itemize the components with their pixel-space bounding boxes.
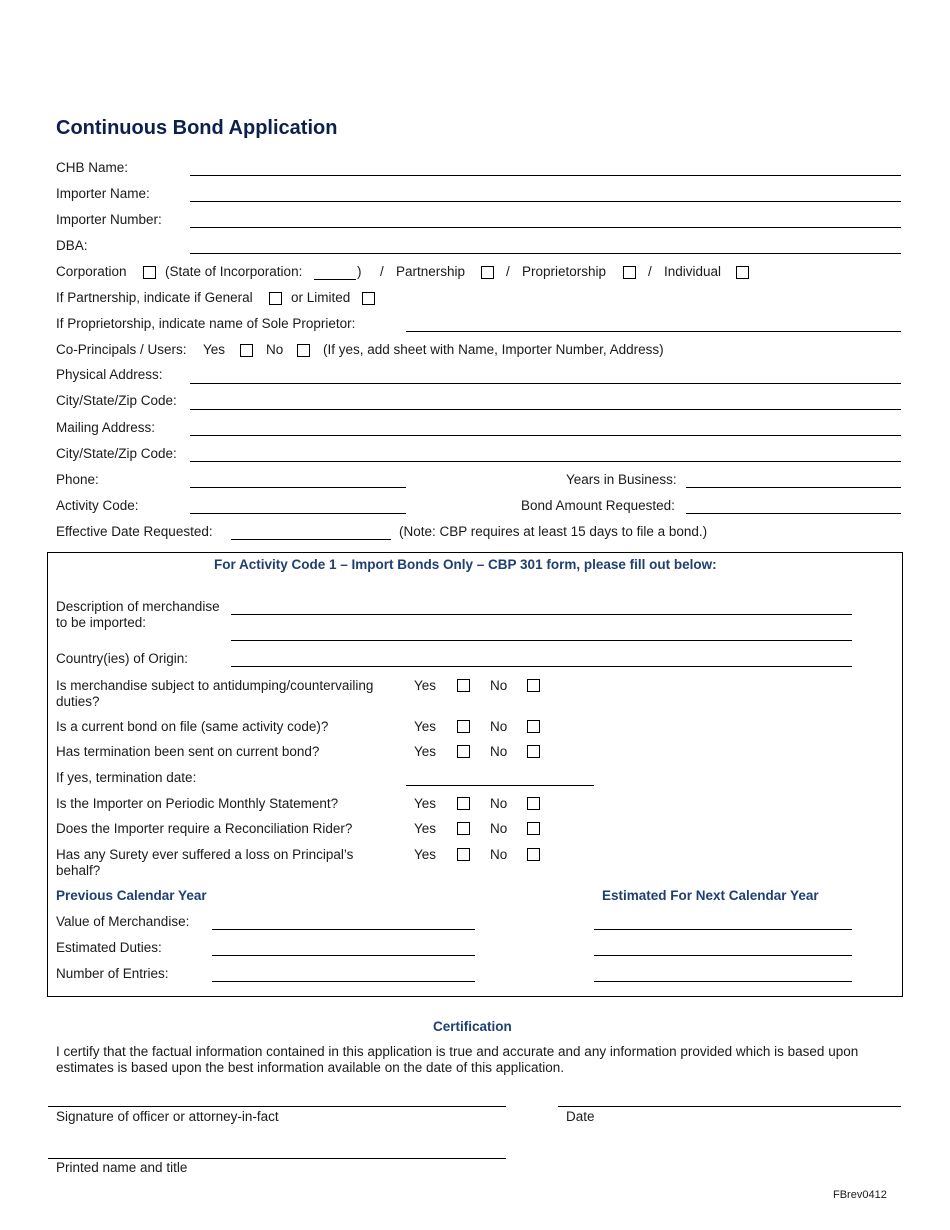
yes-label: Yes (414, 719, 437, 734)
termination-date-label: If yes, termination date: (56, 770, 197, 785)
chb-name-field[interactable] (190, 175, 901, 176)
years-in-business-field[interactable] (686, 487, 901, 488)
co-principals-yes-checkbox[interactable] (240, 344, 253, 357)
city-state-zip-label: City/State/Zip Code: (56, 446, 177, 461)
importer-number-label: Importer Number: (56, 212, 162, 227)
physical-address-label: Physical Address: (56, 367, 163, 382)
description-label-2: to be imported: (56, 615, 147, 630)
yes-label: Yes (414, 847, 437, 862)
general-checkbox[interactable] (269, 292, 282, 305)
date-label: Date (566, 1109, 595, 1124)
no-label: No (490, 847, 508, 862)
partnership-general-label: If Partnership, indicate if General (56, 290, 253, 305)
effective-date-note: (Note: CBP requires at least 15 days to file a bond.) (399, 524, 708, 539)
co-principals-label: Co-Principals / Users: (56, 342, 187, 357)
printed-name-field[interactable] (48, 1158, 506, 1159)
yes-label: Yes (414, 821, 437, 836)
no-label: No (490, 744, 508, 759)
periodic-statement-question: Is the Importer on Periodic Monthly Statement? (56, 796, 339, 811)
reconciliation-no-checkbox[interactable] (527, 822, 540, 835)
phone-field[interactable] (190, 487, 406, 488)
surety-yes-checkbox[interactable] (457, 848, 470, 861)
close-paren: ) (357, 264, 362, 279)
yes-label: Yes (414, 678, 437, 693)
partnership-checkbox[interactable] (481, 266, 494, 279)
termination-question: Has termination been sent on current bond? (56, 744, 320, 759)
signature-field[interactable] (48, 1106, 506, 1107)
co-principals-no-checkbox[interactable] (297, 344, 310, 357)
limited-checkbox[interactable] (362, 292, 375, 305)
physical-city-state-zip-field[interactable] (190, 409, 901, 410)
bond-amount-label: Bond Amount Requested: (521, 498, 675, 513)
antidumping-no-checkbox[interactable] (527, 679, 540, 692)
import-bonds-heading: For Activity Code 1 – Import Bonds Only – CBP 301 form, please fill out below: (214, 557, 717, 572)
reconciliation-question: Does the Importer require a Reconciliation Rider? (56, 821, 353, 836)
phone-label: Phone: (56, 472, 99, 487)
no-label: No (490, 796, 508, 811)
termination-yes-checkbox[interactable] (457, 745, 470, 758)
form-code: FBrev0412 (833, 1189, 887, 1201)
country-of-origin-label: Country(ies) of Origin: (56, 651, 189, 666)
sole-proprietor-label: If Proprietorship, indicate name of Sole Proprietor: (56, 316, 356, 331)
mailing-city-state-zip-field[interactable] (190, 461, 901, 462)
value-merchandise-next-field[interactable] (594, 929, 852, 930)
chb-name-label: CHB Name: (56, 160, 129, 175)
number-entries-label: Number of Entries: (56, 966, 169, 981)
or-limited-label: or Limited (291, 290, 351, 305)
no-label: No (490, 678, 508, 693)
city-state-zip-label: City/State/Zip Code: (56, 393, 177, 408)
country-of-origin-field[interactable] (231, 666, 852, 667)
value-merchandise-label: Value of Merchandise: (56, 914, 190, 929)
separator-slash: / (380, 264, 384, 279)
activity-code-label: Activity Code: (56, 498, 139, 513)
estimated-duties-next-field[interactable] (594, 955, 852, 956)
number-entries-next-field[interactable] (594, 981, 852, 982)
antidumping-question: Is merchandise subject to antidumping/countervailing (56, 678, 374, 693)
state-of-incorporation-field[interactable] (314, 279, 356, 280)
dba-field[interactable] (190, 253, 901, 254)
importer-name-field[interactable] (190, 201, 901, 202)
estimated-duties-previous-field[interactable] (212, 955, 475, 956)
sole-proprietor-field[interactable] (406, 331, 901, 332)
importer-number-field[interactable] (190, 227, 901, 228)
certification-text: I certify that the factual information contained in this application is true and accurate and any information provided which is based upon (56, 1044, 859, 1059)
importer-name-label: Importer Name: (56, 186, 150, 201)
yes-label: Yes (414, 744, 437, 759)
no-label: No (490, 821, 508, 836)
certification-text-2: estimates is based upon the best information available on the date of this application. (56, 1060, 565, 1075)
activity-code-field[interactable] (190, 513, 406, 514)
yes-label: Yes (414, 796, 437, 811)
individual-checkbox[interactable] (736, 266, 749, 279)
surety-loss-question: Has any Surety ever suffered a loss on Principal’s (56, 847, 354, 862)
antidumping-question-2: duties? (56, 694, 100, 709)
effective-date-label: Effective Date Requested: (56, 524, 213, 539)
periodic-no-checkbox[interactable] (527, 797, 540, 810)
effective-date-field[interactable] (231, 539, 391, 540)
corporation-label: Corporation (56, 264, 127, 279)
corporation-checkbox[interactable] (143, 266, 156, 279)
certification-heading: Certification (433, 1019, 512, 1034)
page-title: Continuous Bond Application (56, 117, 338, 139)
no-label: No (266, 342, 284, 357)
signature-label: Signature of officer or attorney-in-fact (56, 1109, 279, 1124)
yes-label: Yes (203, 342, 226, 357)
no-label: No (490, 719, 508, 734)
mailing-address-label: Mailing Address: (56, 420, 156, 435)
termination-date-field[interactable] (406, 785, 594, 786)
description-field-1[interactable] (231, 614, 852, 615)
partnership-label: Partnership (396, 264, 466, 279)
bond-amount-field[interactable] (686, 513, 901, 514)
termination-no-checkbox[interactable] (527, 745, 540, 758)
date-field[interactable] (558, 1106, 901, 1107)
mailing-address-field[interactable] (190, 435, 901, 436)
current-bond-no-checkbox[interactable] (527, 720, 540, 733)
description-field-2[interactable] (231, 640, 852, 641)
years-in-business-label: Years in Business: (566, 472, 677, 487)
co-principals-note: (If yes, add sheet with Name, Importer Number, Address) (323, 342, 664, 357)
dba-label: DBA: (56, 238, 88, 253)
printed-name-label: Printed name and title (56, 1160, 188, 1175)
current-bond-question: Is a current bond on file (same activity code)? (56, 719, 329, 734)
reconciliation-yes-checkbox[interactable] (457, 822, 470, 835)
current-bond-yes-checkbox[interactable] (457, 720, 470, 733)
state-of-incorporation-label: (State of Incorporation: (165, 264, 303, 279)
separator-slash: / (648, 264, 652, 279)
separator-slash: / (506, 264, 510, 279)
proprietorship-checkbox[interactable] (623, 266, 636, 279)
surety-loss-question-2: behalf? (56, 863, 101, 878)
antidumping-yes-checkbox[interactable] (457, 679, 470, 692)
previous-year-heading: Previous Calendar Year (56, 888, 207, 903)
number-entries-previous-field[interactable] (212, 981, 475, 982)
proprietorship-label: Proprietorship (522, 264, 607, 279)
value-merchandise-previous-field[interactable] (212, 929, 475, 930)
surety-no-checkbox[interactable] (527, 848, 540, 861)
next-year-heading: Estimated For Next Calendar Year (602, 888, 819, 903)
individual-label: Individual (664, 264, 722, 279)
physical-address-field[interactable] (190, 383, 901, 384)
estimated-duties-label: Estimated Duties: (56, 940, 162, 955)
periodic-yes-checkbox[interactable] (457, 797, 470, 810)
description-label: Description of merchandise (56, 599, 220, 614)
